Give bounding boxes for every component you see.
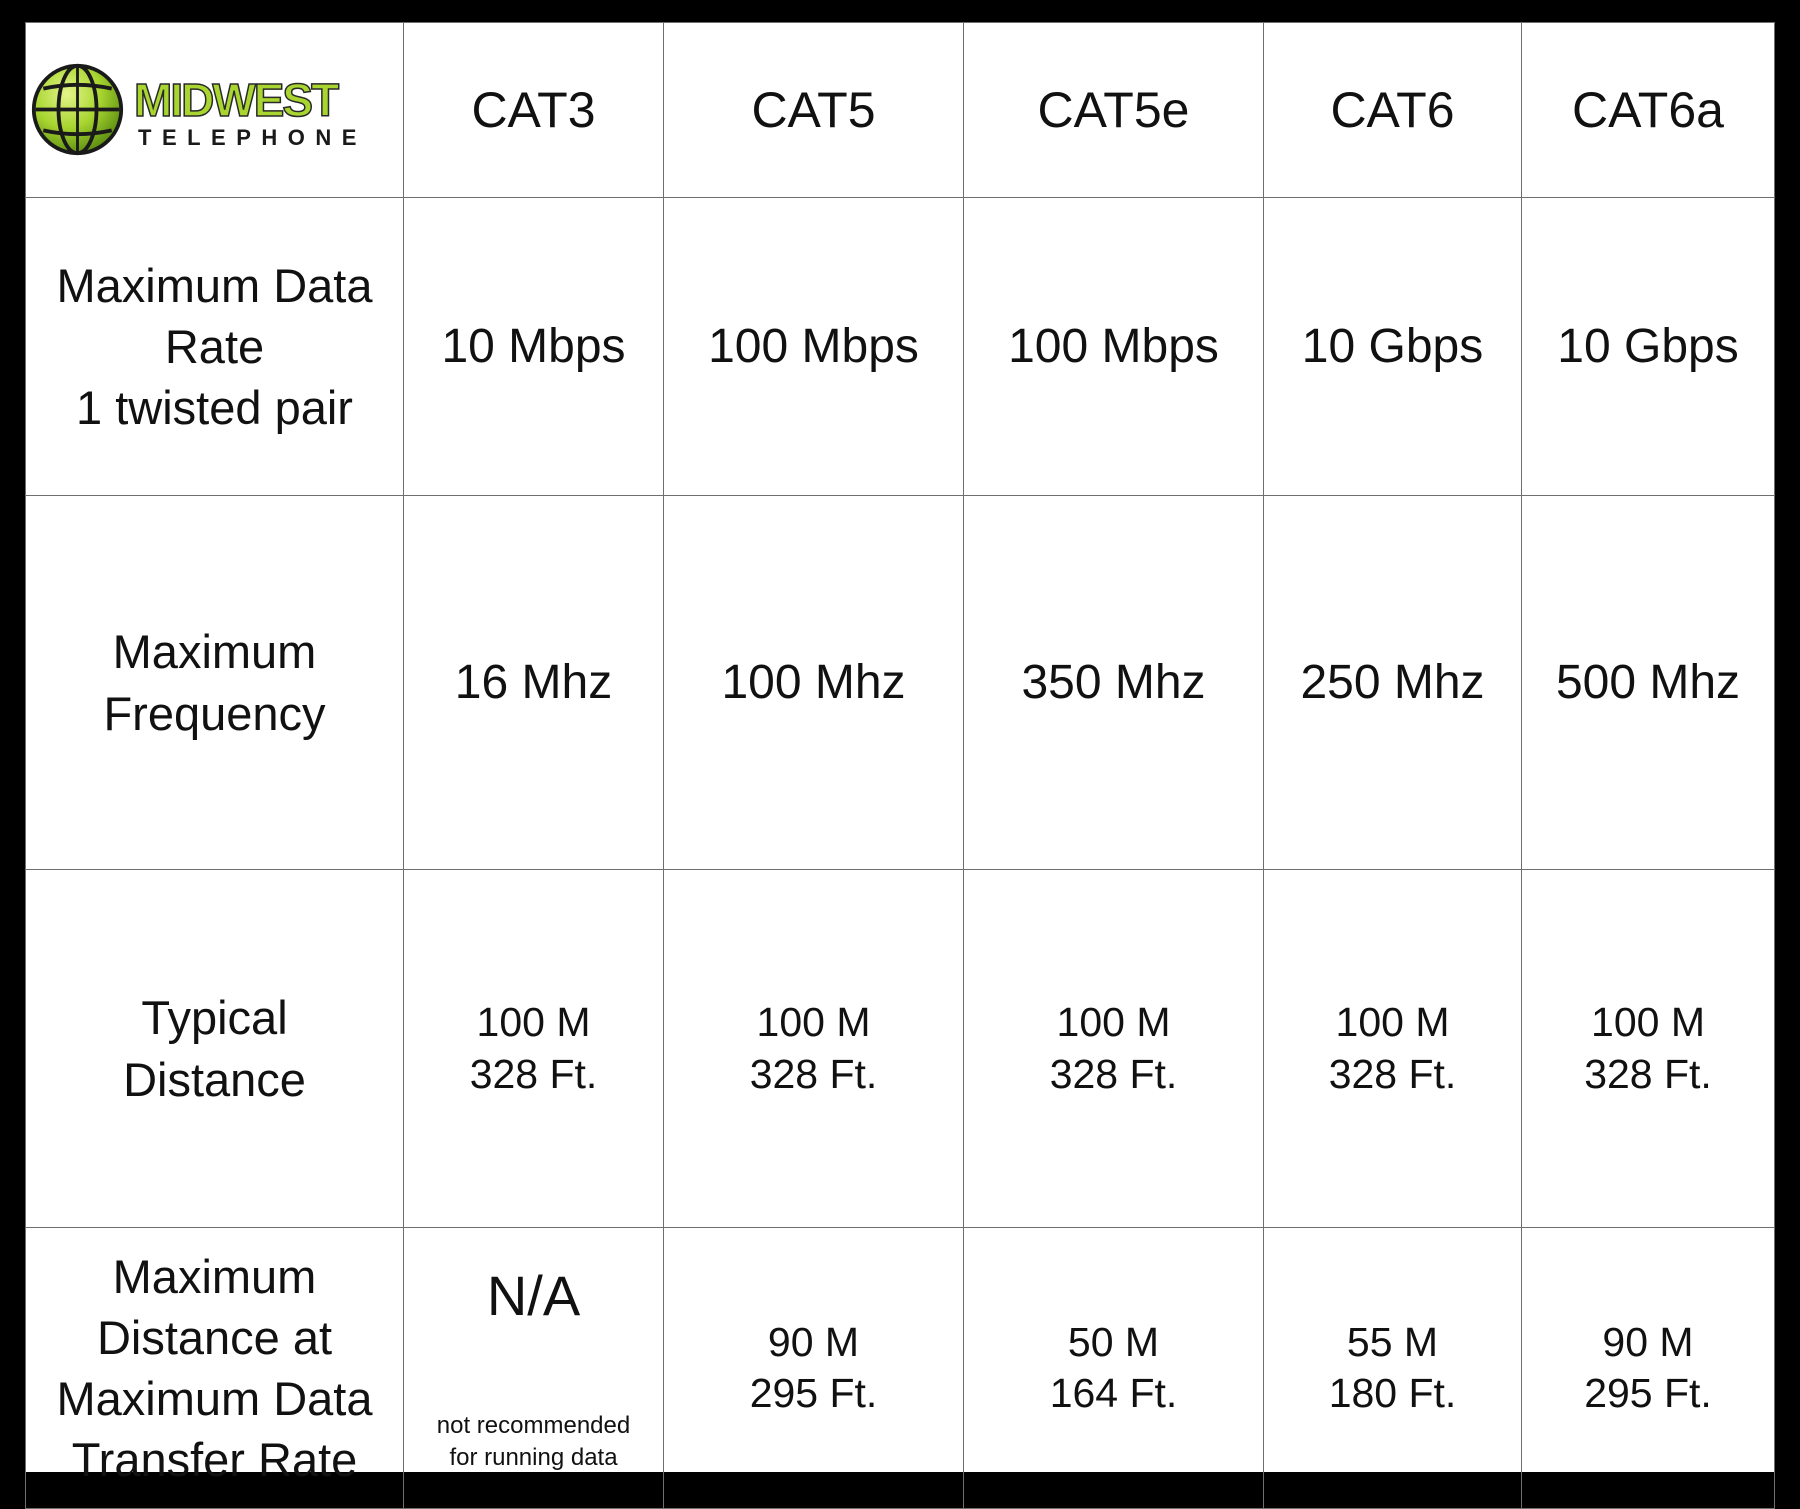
table-cell: 90 M 295 Ft. [664,1228,964,1509]
table-cell: 100 M 328 Ft. [404,870,664,1228]
brand-name: MIDWEST [134,74,338,126]
table-cell: 10 Gbps [1522,198,1775,496]
globe-icon [30,62,125,157]
table-cell: 100 M 328 Ft. [1522,870,1775,1228]
table-cell: 100 Mbps [964,198,1264,496]
table-cell: 55 M 180 Ft. [1264,1228,1522,1509]
table-cell: 100 Mhz [664,496,964,870]
table-cell: 50 M 164 Ft. [964,1228,1264,1509]
table-cell: 100 M 328 Ft. [664,870,964,1228]
table-cell: 90 M 295 Ft. [1522,1228,1775,1509]
logo-cell [26,23,404,198]
table-cell: 350 Mhz [964,496,1264,870]
row-typical-distance [26,870,1775,1228]
column-header-cat5: CAT5 [664,23,964,198]
row-max-distance-at-max-rate [26,1228,1775,1509]
column-header-cat3: CAT3 [404,23,664,198]
na-value: N/A [486,1264,581,1328]
table-cell: 10 Mbps [404,198,664,496]
row-label: Maximum Distance at Maximum Data Transfer Rate [26,1228,404,1509]
row-label: Maximum Data Rate 1 twisted pair [26,198,404,496]
row-max-frequency [26,496,1775,870]
table-cell [404,1228,664,1509]
table-cell: 100 M 328 Ft. [1264,870,1522,1228]
row-max-data-rate [26,198,1775,496]
na-note: not recommended for running data [436,1412,631,1471]
row-label: Maximum Frequency [26,496,404,870]
table-cell: 500 Mhz [1522,496,1775,870]
comparison-card [25,22,1774,1487]
table-cell: 250 Mhz [1264,496,1522,870]
column-header-cat6a: CAT6a [1522,23,1775,198]
table-cell: 100 Mbps [664,198,964,496]
table-cell: 16 Mhz [404,496,664,870]
cable-comparison-table [25,22,1775,1509]
header-row [26,23,1775,198]
column-header-cat5e: CAT5e [964,23,1264,198]
row-label: Typical Distance [26,870,404,1228]
table-cell: 10 Gbps [1264,198,1522,496]
column-header-cat6: CAT6 [1264,23,1522,198]
brand-tagline: TELEPHONE [138,125,367,150]
company-logo [26,41,404,179]
table-cell: 100 M 328 Ft. [964,870,1264,1228]
